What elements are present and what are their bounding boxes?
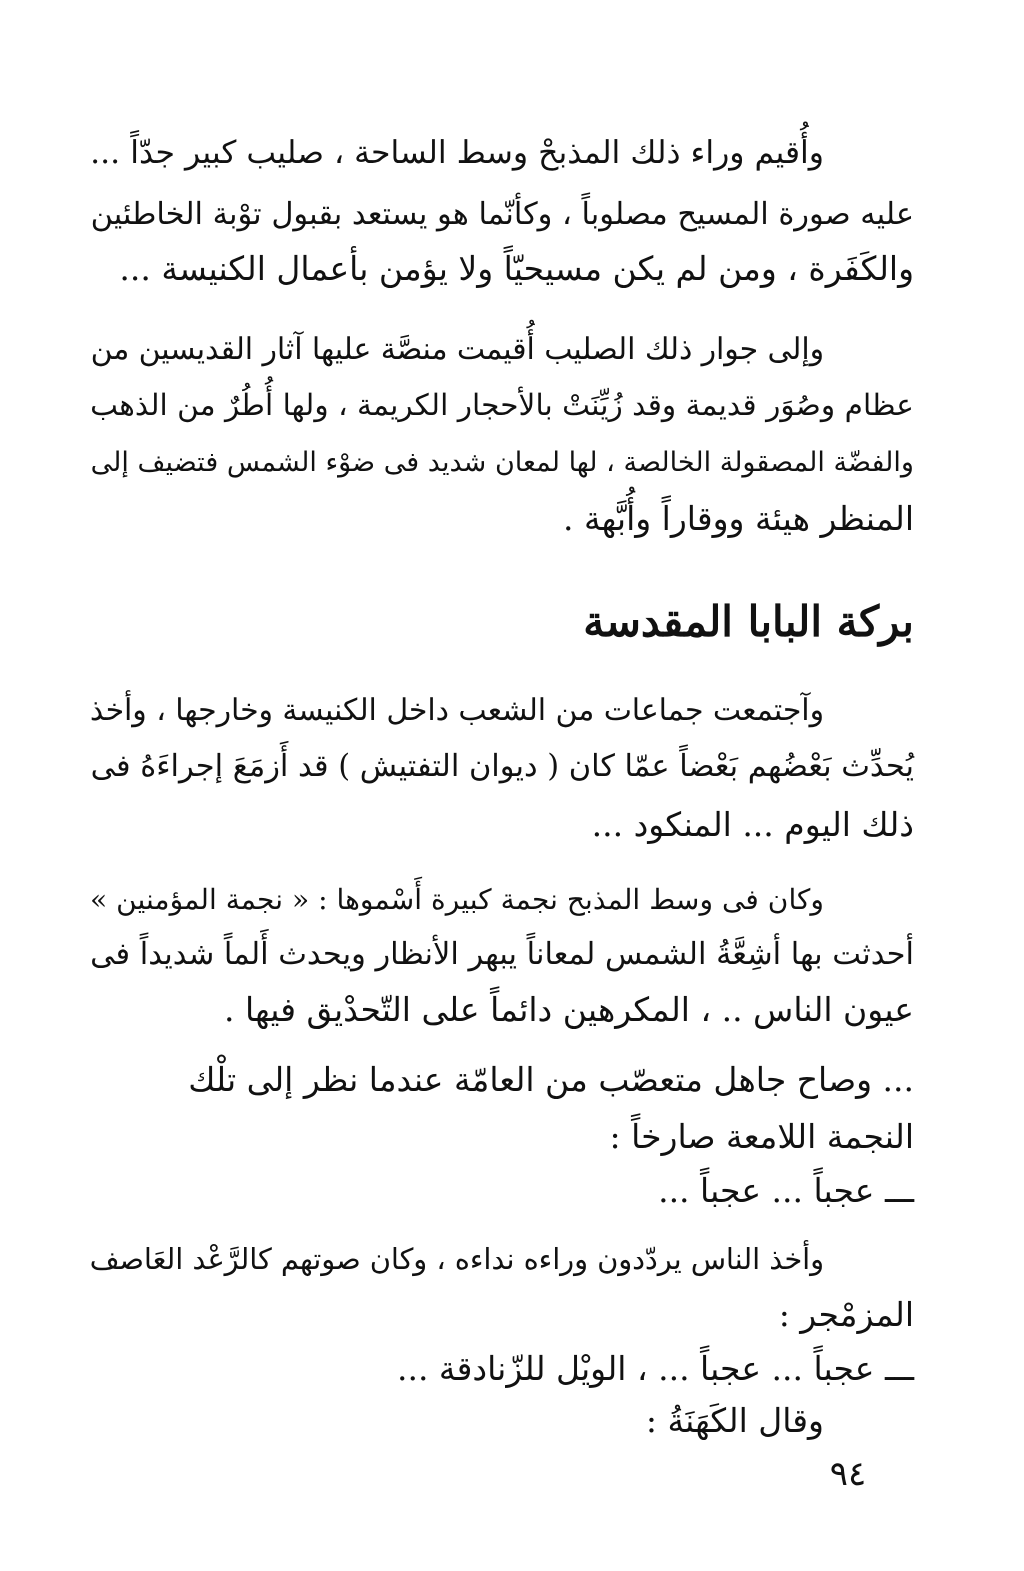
text-line: والكَفَرة ، ومن لم يكن مسيحيّاً ولا يؤمن بأعمال الكنيسة ... [119, 249, 914, 288]
text-line: وكان فى وسط المذبح نجمة كبيرة أَسْموها : « نجمة المؤمنين » [90, 883, 824, 916]
text-line: وإلى جوار ذلك الصليب أُقيمت منصَّة عليها آثار القديسين من [90, 332, 824, 367]
text-line: والفضّة المصقولة الخالصة ، لها لمعان شديد فى ضوْء الشمس فتضيف إلى [90, 447, 914, 478]
text-line: عظام وصُوَر قديمة وقد زُيِّنَتْ بالأحجار الكريمة ، ولها أُطُرٌ من الذهب [90, 387, 914, 422]
text-line: وقال الكَهَنَةُ : [645, 1401, 824, 1440]
text-line: وأخذ الناس يردّدون وراءه نداءه ، وكان صوتهم كالرَّعْد العَاصف [89, 1242, 824, 1276]
text-line: ... وصاح جاهل متعصّب من العامّة عندما نظر إلى تلْك [188, 1060, 914, 1099]
section-heading: بركة البابا المقدسة [583, 597, 914, 646]
text-line: يُحدِّث بَعْضُهم بَعْضاً عمّا كان ( ديوان التفتيش ) قد أَزمَعَ إجراءَهُ فى [90, 749, 914, 784]
text-line: أحدثت بها أشِعَّةُ الشمس لمعاناً يبهر الأنظار ويحدث أَلماً شديداً فى [90, 937, 914, 972]
text-line: ـــ عجباً ... عجباً ... [658, 1171, 914, 1210]
text-line: ذلك اليوم ... المنكود ... [591, 805, 914, 844]
text-line: عليه صورة المسيح مصلوباً ، وكأنّما هو يستعد بقبول توْبة الخاطئين [90, 197, 914, 232]
text-line: عيون الناس .. ، المكرهين دائماً على التّحدْيق فيها . [223, 990, 914, 1029]
text-line: ـــ عجباً ... عجباً ... ، الويْل للزّنادقة ... [396, 1349, 914, 1388]
text-line: وأُقيم وراء ذلك المذبحْ وسط الساحة ، صليب كبير جدّاً ... [90, 135, 824, 171]
text-line: وآجتمعت جماعات من الشعب داخل الكنيسة وخارجها ، وأخذ [89, 693, 824, 728]
text-line: النجمة اللامعة صارخاً : [609, 1117, 914, 1156]
text-line: المنظر هيئة ووقاراً وأُبَّهة . [563, 499, 914, 538]
text-line: المزمْجر : [778, 1295, 914, 1334]
page-number: ٩٤ [829, 1454, 867, 1494]
